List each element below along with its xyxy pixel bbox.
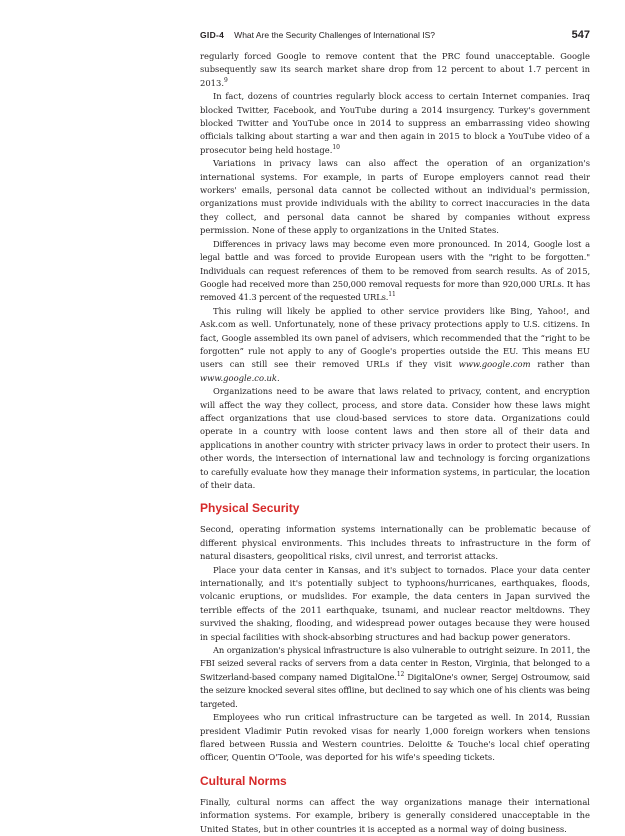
paragraph: Organizations need to be aware that laws related to privacy, content, and encryption will affect the way they collect, process, and store data. Consider how these laws might affect organizations that use cloud-based services to store data. Organizations could operate in a country with loose content laws and then store all of their data and applications in another country with stricter privacy laws in order to protect their users. In other words, the intersection of international law and technology is forcing organizations to carefully evaluate how they manage their information systems, in particular, the location of their data. [200, 386, 590, 490]
footnote-ref: 12 [396, 670, 405, 678]
paragraph: Place your data center in Kansas, and it's subject to tornados. Place your data center internationally, and it's potentially subject to typhoons/hurricanes, earthquakes, floods, volcanic eruptions, or mudslides. For example, the data centers in Japan survived the terrible effects of the 2011 earthquake, tsunami, and nuclear reactor meltdowns. They survived the shaking, flooding, and widespread power outages because they were housed in special facilities with shock-absorbing structures and had backup power generators. [200, 564, 590, 642]
paragraph: Finally, cultural norms can affect the way organizations manage their international information systems. For example, bribery is generally considered unacceptable in the United States, but in other countries it is accepted as a normal way of doing business. [200, 796, 590, 834]
paragraph: Differences in privacy laws may become even more pronounced. In 2014, Google lost a legal battle and was forced to provide European users with the "right to be forgotten." Individuals can request references of them to be removed from search results. As of 2015, Google had received more than 250,000 removal requests for more than 920,000 URLs. It has removed 41.3 percent of the requested URLs.$^{11}$ [200, 238, 590, 303]
url-text: www.google.com [458, 359, 531, 370]
paragraph: In fact, dozens of countries regularly block access to certain Internet companies. Iraq blocked Twitter, Facebook, and YouTube during a 2014 insurgency. Turkey's government blocked Twitter and YouTube once in 2014 to suppress an embarrassing video showing officials talking about starting a war and then again in 2015 to block a YouTube video of a prosecutor being held hostage.$^{10}$ [200, 91, 590, 155]
footnote-ref: 9 [223, 76, 228, 84]
paragraph: Variations in privacy laws can also affect the operation of an organization's international systems. For example, in parts of Europe employers cannot read their workers' emails, personal data cannot be collected without an individual's permission, organizations must provide individuals with the ability to correct inaccuracies in the data they collect, and personal data cannot be shared by companies without express permission. None of these apply to organizations in the United States. [200, 158, 590, 236]
paragraph: This ruling will likely be applied to other service providers like Bing, Yahoo!, and Ask.com as well. Unfortunately, none of these privacy protections apply to U.S. citizens. In fact, Google assembled its own panel of advisers, which recommended that the “right to be forgotten” rule not apply to any of Google's properties outside the EU. This means EU users can still see their removed URLs if they visit www.google.com rather than www.google.co.uk. [200, 305, 591, 383]
section-heading-physical-security: Physical Security [200, 501, 300, 516]
section-heading-cultural-norms: Cultural Norms [200, 773, 287, 788]
footnote-ref: 10 [332, 143, 340, 151]
chapter-tag: GID-4 [200, 30, 225, 40]
paragraph: An organization's physical infrastructure is also vulnerable to outright seizure. In 2011, the FBI seized several racks of servers from a data center in Reston, Virginia, that belonged to a Switzerland-based company named DigitalOne.$^{12}$ DigitalOne's owner, Sergej Ostroumow, said the seizure knocked several sites offline, but declined to say which one of his clients was being targeted. [200, 645, 591, 709]
footnote-ref: 11 [388, 291, 396, 299]
running-header-title: What Are the Security Challenges of International IS? [234, 30, 435, 40]
running-header [200, 28, 590, 42]
paragraph: regularly forced Google to remove content that the PRC found unacceptable. Google subsequently saw its search market share drop from 12 percent to about 1.7 percent in 2013.$^9$ [200, 51, 590, 88]
paragraph: Employees who run critical infrastructure can be targeted as well. In 2014, Russian president Vladimir Putin revoked visas for nearly 1,000 foreign workers when tensions flared between Russia and Western countries. Deloitte & Touche's local chief operating officer, Quentin O'Toole, was deported for his wife's speeding tickets. [200, 712, 590, 763]
page-body [200, 50, 590, 836]
page-number: 547 [571, 29, 590, 41]
url-text: www.google.co.uk [200, 372, 277, 383]
paragraph: Second, operating information systems internationally can be problematic because of different physical environments. This includes threats to infrastructure in the form of natural disasters, geopolitical risks, civil unrest, and terrorist attacks. [200, 524, 590, 562]
